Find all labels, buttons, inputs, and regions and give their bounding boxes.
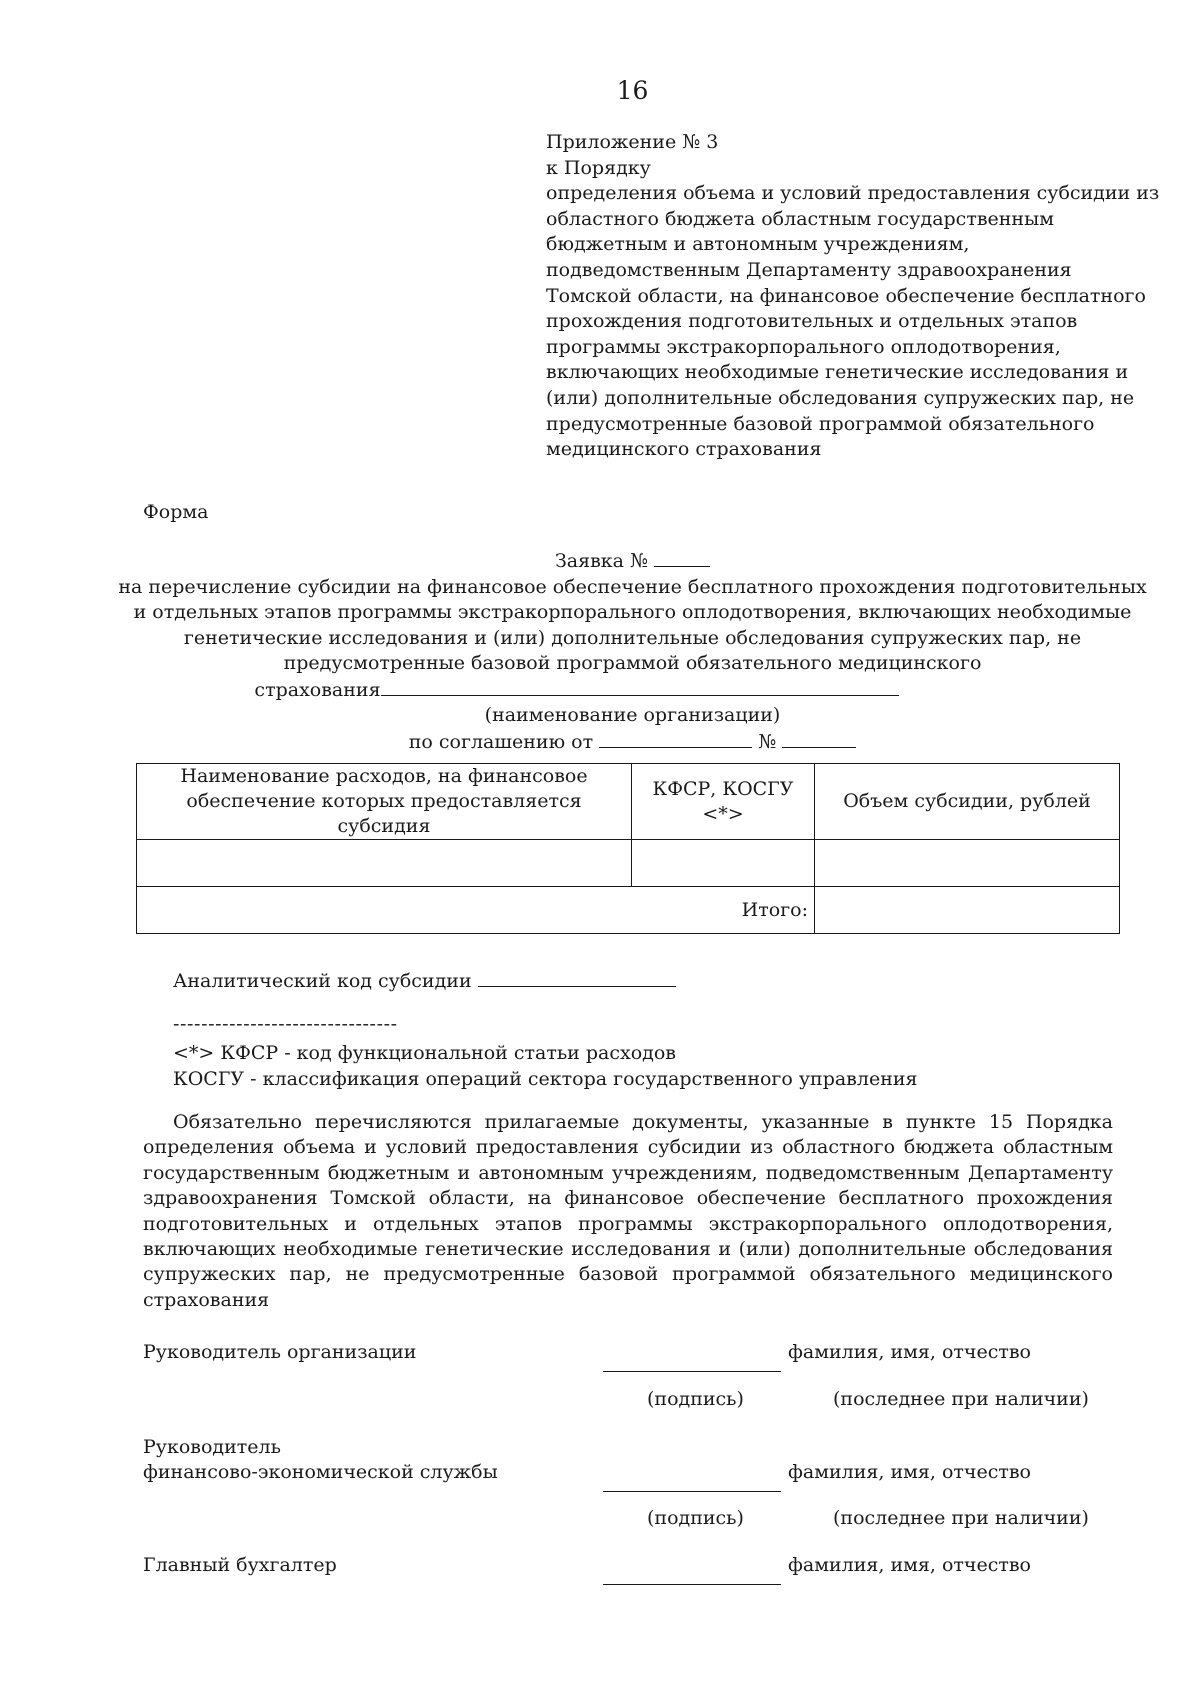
paragraph-line: определения объема и условий предоставления субсидии из областного бюджета областным <box>143 1136 1113 1159</box>
appendix-line: бюджетным и автономным учреждениям, <box>546 233 970 256</box>
agreement-date-field[interactable] <box>599 729 752 748</box>
footnote-kfsr: <*> КФСР - код функциональной статьи расходов <box>173 1042 677 1064</box>
chief-accountant-signature-line[interactable] <box>603 1584 781 1585</box>
appendix-line: прохождения подготовительных и отдельных этапов <box>546 310 1078 333</box>
financial-head-signature-caption: (подпись) <box>647 1507 744 1529</box>
head-patronymic-caption: (последнее при наличии) <box>833 1388 1089 1410</box>
chief-accountant-fio-label: фамилия, имя, отчество <box>788 1554 1031 1576</box>
subsidy-table <box>136 763 1120 934</box>
financial-head-patronymic-caption: (последнее при наличии) <box>833 1507 1089 1529</box>
paragraph-line: подготовительных и отдельных этапов программы экстракорпорального оплодотворения, <box>143 1212 1113 1235</box>
organization-name-field[interactable] <box>381 677 899 696</box>
appendix-header <box>546 130 1159 463</box>
analytic-code-row <box>173 968 676 995</box>
paragraph-line: страхования <box>143 1288 270 1311</box>
head-of-organization-label: Руководитель организации <box>143 1341 417 1363</box>
paragraph-line: здравоохранения Томской области, на финансовое обеспечение бесплатного прохождения <box>143 1187 1113 1210</box>
financial-head-signature-line[interactable] <box>603 1491 781 1492</box>
header-amount-cell: Объем субсидии, рублей <box>815 764 1120 840</box>
agreement-number-label: № <box>758 730 777 753</box>
appendix-line: Приложение № 3 <box>546 131 719 153</box>
header-kfsr-line: КФСР, КОСГУ <box>652 777 794 800</box>
kfsr-cell[interactable] <box>632 840 815 887</box>
form-label: Форма <box>143 501 209 523</box>
header-expenses-line: Наименование расходов, на финансовое <box>180 765 588 787</box>
title-line: генетические исследования и (или) дополнительные обследования супружеских пар, не <box>183 626 1082 649</box>
footnote-kosgu: КОСГУ - классификация операций сектора государственного управления <box>173 1068 918 1090</box>
head-signature-caption: (подпись) <box>647 1388 744 1410</box>
agreement-line <box>0 729 1200 756</box>
title-line: на перечисление субсидии на финансовое обеспечение бесплатного прохождения подготовительных <box>118 575 1147 598</box>
paragraph-line: включающих необходимые генетические исследования и (или) дополнительные обследования <box>143 1237 1113 1260</box>
appendix-line: программы экстракорпорального оплодотворения, <box>546 335 1061 358</box>
appendix-line: к Порядку <box>546 156 651 179</box>
appendix-line: медицинского страхования <box>546 438 822 461</box>
header-expenses-line: обеспечение которых предоставляется субсидия <box>186 790 582 837</box>
paragraph-line: Обязательно перечисляются прилагаемые документы, указанные в пункте 15 Порядка <box>173 1111 1113 1133</box>
table-row <box>137 840 1120 887</box>
analytic-code-label: Аналитический код субсидии <box>173 970 472 992</box>
attached-documents-paragraph <box>143 1110 1113 1313</box>
amount-cell[interactable] <box>815 840 1120 887</box>
financial-head-label-line2: финансово-экономической службы <box>143 1461 498 1483</box>
agreement-number-field[interactable] <box>782 729 856 748</box>
agreement-label: по соглашению от <box>408 730 594 753</box>
head-signature-line[interactable] <box>603 1371 781 1372</box>
footnote-separator: -------------------------------- <box>173 1013 398 1035</box>
title-line: и отдельных этапов программы экстракорпорального оплодотворения, включающих необходимые <box>133 601 1132 623</box>
total-label: Итого: <box>137 887 815 934</box>
title-line-1 <box>0 548 1200 575</box>
application-title <box>0 548 1200 755</box>
appendix-line: включающих необходимые генетические исследования и <box>546 361 1129 384</box>
financial-head-fio-label: фамилия, имя, отчество <box>788 1461 1031 1483</box>
header-kfsr-line: <*> <box>702 802 744 825</box>
paragraph-line: супружеских пар, не предусмотренные базовой программой обязательного медицинского <box>143 1263 1113 1286</box>
appendix-line: подведомственным Департаменту здравоохранения <box>546 258 1072 281</box>
appendix-line: (или) дополнительные обследования супружеских пар, не <box>546 386 1135 409</box>
total-amount-cell[interactable] <box>815 887 1120 934</box>
total-row <box>137 887 1120 934</box>
application-number-label: Заявка № <box>554 550 649 572</box>
appendix-line: Томской области, на финансовое обеспечение бесплатного <box>546 284 1146 307</box>
paragraph-line: государственным бюджетным и автономным учреждениям, подведомственным Департаменту <box>143 1161 1113 1184</box>
organization-caption: (наименование организации) <box>484 704 781 726</box>
appendix-line: определения объема и условий предоставления субсидии из <box>546 182 1160 205</box>
header-expenses-cell <box>137 764 632 840</box>
table-header-row <box>137 764 1120 840</box>
financial-head-label-line1: Руководитель <box>143 1436 281 1458</box>
title-line: страхования <box>254 678 381 701</box>
head-fio-label: фамилия, имя, отчество <box>788 1341 1031 1363</box>
expense-name-cell[interactable] <box>137 840 632 887</box>
application-number-field[interactable] <box>654 548 710 567</box>
appendix-line: областного бюджета областным государственным <box>546 207 1054 230</box>
appendix-line: предусмотренные базовой программой обязательного <box>546 412 1095 435</box>
title-line-6 <box>0 677 1200 704</box>
chief-accountant-label: Главный бухгалтер <box>143 1554 337 1576</box>
analytic-code-field[interactable] <box>478 968 676 987</box>
header-kfsr-cell <box>632 764 815 840</box>
page-number: 16 <box>616 76 649 105</box>
title-line: предусмотренные базовой программой обязательного медицинского <box>283 652 982 674</box>
